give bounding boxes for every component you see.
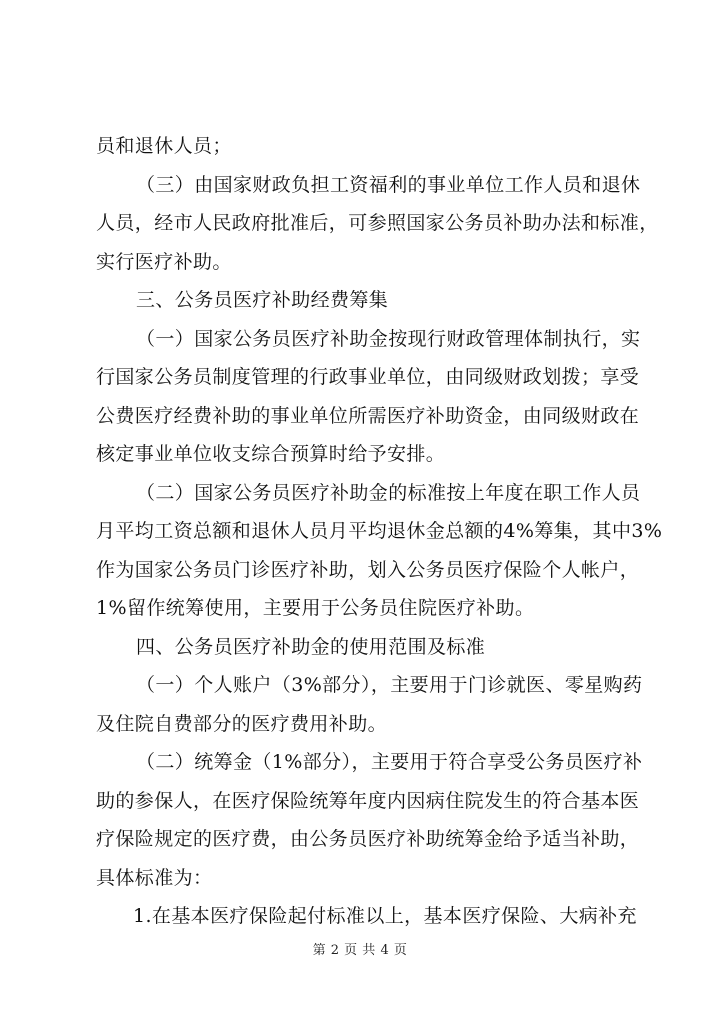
text-line: 及住院自费部分的医疗费用补助。 (96, 712, 388, 735)
text-line: 行国家公务员制度管理的行政事业单位，由同级财政划拨；享受 (96, 366, 640, 388)
text-line: 核定事业单位收支综合预算时给予安排。 (96, 443, 446, 465)
page-footer (0, 939, 720, 958)
text-line: 具体标准为： (96, 866, 213, 889)
paragraph-heading-3: （三）由国家财政负担工资福利的事业单位工作人员和退休 (136, 173, 641, 196)
section-heading-3: 三、公务员医疗补助经费筹集 (136, 289, 389, 311)
paragraph-start: （一）个人账户（3%部分），主要用于门诊就医、零星购药 (136, 674, 643, 696)
page-number-label: 第 2 页 共 4 页 (312, 943, 408, 958)
paragraph-start: （二）国家公务员医疗补助金的标准按上年度在职工作人员 (136, 481, 641, 504)
text-line: 月平均工资总额和退休人员月平均退休金总额的4%筹集，其中3% (96, 520, 663, 542)
text-line: 1%留作统筹使用，主要用于公务员住院医疗补助。 (96, 597, 535, 619)
text-line: 员和退休人员； (96, 135, 232, 157)
text-line: 公费医疗经费补助的事业单位所需医疗补助资金，由同级财政在 (96, 404, 640, 427)
document-body (96, 127, 663, 936)
text-line: 人员，经市人民政府批准后，可参照国家公务员补助办法和标准， (96, 212, 659, 234)
text-line: 实行医疗补助。 (96, 250, 232, 273)
section-heading-4: 四、公务员医疗补助金的使用范围及标准 (136, 635, 486, 658)
list-item-1: 1.在基本医疗保险起付标准以上，基本医疗保险、大病补充 (133, 905, 637, 927)
paragraph-start: （一）国家公务员医疗补助金按现行财政管理体制执行，实 (136, 327, 641, 350)
text-line: 助的参保人，在医疗保险统筹年度内因病住院发生的符合基本医 (96, 789, 640, 812)
paragraph-start: （二）统筹金（1%部分），主要用于符合享受公务员医疗补 (136, 751, 643, 773)
text-line: 作为国家公务员门诊医疗补助，划入公务员医疗保险个人帐户， (96, 558, 640, 581)
text-line: 疗保险规定的医疗费，由公务员医疗补助统筹金给予适当补助， (96, 828, 640, 850)
